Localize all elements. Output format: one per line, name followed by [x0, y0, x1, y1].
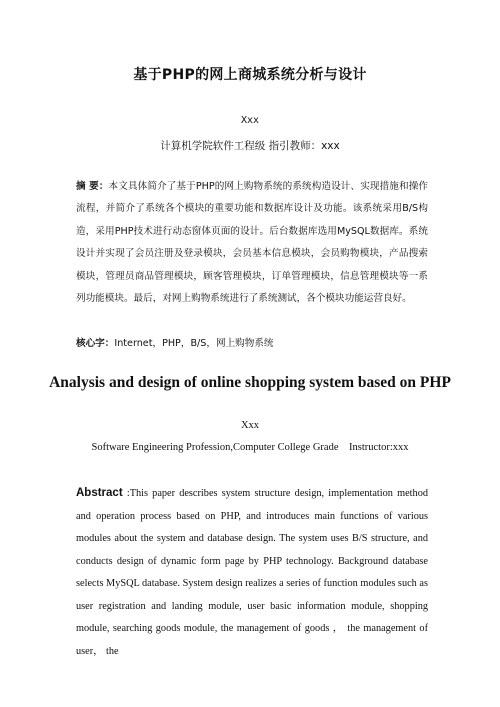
keywords-chinese [76, 337, 428, 351]
affiliation-english: Software Engineering Profession,Computer College Grade Instructor:xxx [91, 442, 409, 453]
author-name-chinese: Xxx [240, 115, 260, 126]
abstract-chinese-text: 本文具体简介了基于PHP的网上购物系统的系统构造设计、实现措施和操作流程，并简介了系统各个模块的重要功能和数据库设计及功能。该系统采用B/S构造，采用PHP技术进行动态窗体页面的设计。后台数据库选用MySQL数据库。系统设计并实现了会员注册及登录模块，会员基本信息模块，会员购物模块，产品搜索模块，管理员商品管理模块，顾客管理模块，订单管理模块，信息管理模块等一系列功能模块。最后，对网上购物系统进行了系统测试，各个模块功能运营良好。 [76, 181, 428, 305]
abstract-english-label: Abstract [76, 487, 123, 499]
abstract-chinese [76, 176, 428, 310]
paper-title-chinese: 基于PHP的网上商城系统分析与设计 [133, 67, 367, 83]
abstract-chinese-label: 摘 要： [76, 181, 109, 192]
keywords-chinese-label: 核心字： [76, 338, 115, 349]
abstract-english-text: :This paper describes system structure design, implementation method and operation process based on PHP, and introduces main functions of various modules about the system and database design. The system uses B/S structure, and conducts design of dynamic form page by PHP technology. Background database selects MySQL database. System design realizes a series of function modules such as user registration and landing module, user basic information module, shopping module, searching goods module, the management of goods ， the management of user， the [76, 488, 428, 657]
affiliation-chinese: 计算机学院软件工程级 指引教师：xxx [160, 140, 340, 152]
author-name-english: Xxx [240, 420, 260, 431]
keywords-chinese-text: Internet，PHP，B/S，网上购物系统 [114, 338, 274, 349]
paper-title-english: Analysis and design of online shopping system based on PHP [49, 374, 451, 391]
abstract-english [76, 482, 428, 663]
